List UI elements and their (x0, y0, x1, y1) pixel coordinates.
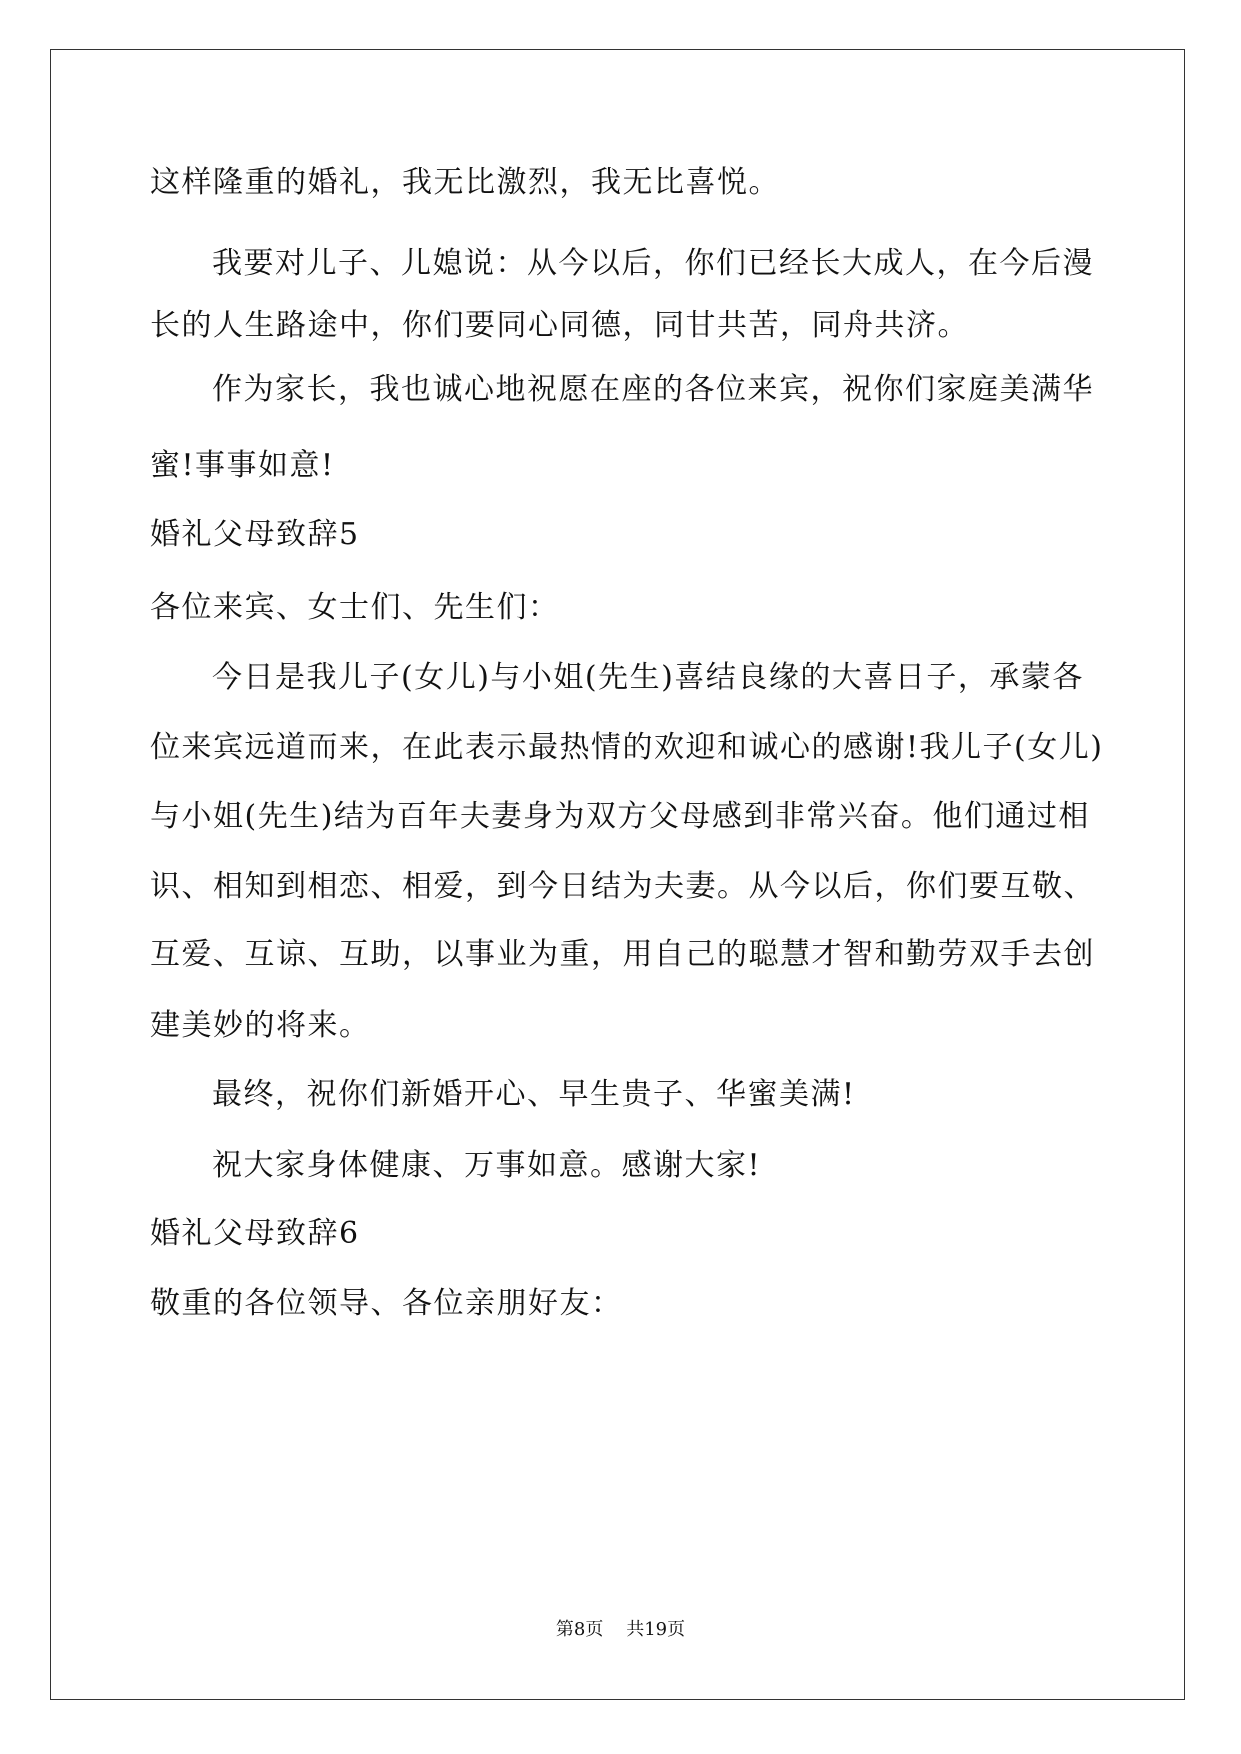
paragraph-line: 与小姐(先生)结为百年夫妻身为双方父母感到非常兴奋。他们通过相 (150, 799, 1090, 834)
paragraph-line: 祝大家身体健康、万事如意。感谢大家! (212, 1148, 762, 1183)
paragraph-line: 长的人生路途中，你们要同心同德，同甘共苦，同舟共济。 (150, 308, 969, 343)
footer-total-pages: 19 (644, 1619, 668, 1640)
paragraph-line: 蜜!事事如意! (150, 448, 335, 483)
section-heading: 婚礼父母致辞5 (150, 517, 360, 552)
page-footer (0, 1618, 1241, 1642)
footer-page-suffix: 页 (585, 1619, 604, 1640)
footer-page-number: 8 (573, 1619, 586, 1640)
paragraph-line: 最终，祝你们新婚开心、早生贵子、华蜜美满! (212, 1077, 856, 1112)
paragraph-line: 互爱、互谅、互助，以事业为重，用自己的聪慧才智和勤劳双手去创 (150, 937, 1095, 972)
paragraph-line: 位来宾远道而来，在此表示最热情的欢迎和诚心的感谢!我儿子(女儿) (150, 730, 1104, 765)
footer-total-suffix: 页 (667, 1619, 686, 1640)
paragraph-line: 我要对儿子、儿媳说：从今以后，你们已经长大成人，在今后漫 (212, 246, 1094, 281)
paragraph-line: 建美妙的将来。 (150, 1008, 371, 1043)
salutation: 敬重的各位领导、各位亲朋好友： (150, 1286, 623, 1321)
paragraph-line: 这样隆重的婚礼，我无比激烈，我无比喜悦。 (150, 165, 780, 200)
salutation: 各位来宾、女士们、先生们： (150, 590, 560, 625)
paragraph-line: 作为家长，我也诚心地祝愿在座的各位来宾，祝你们家庭美满华 (212, 372, 1094, 407)
section-heading: 婚礼父母致辞6 (150, 1216, 360, 1251)
paragraph-line: 识、相知到相恋、相爱，到今日结为夫妻。从今以后，你们要互敬、 (150, 869, 1095, 904)
footer-page-prefix: 第 (555, 1619, 574, 1640)
footer-total-prefix: 共 (626, 1619, 645, 1640)
paragraph-line: 今日是我儿子(女儿)与小姐(先生)喜结良缘的大喜日子，承蒙各 (212, 660, 1084, 695)
